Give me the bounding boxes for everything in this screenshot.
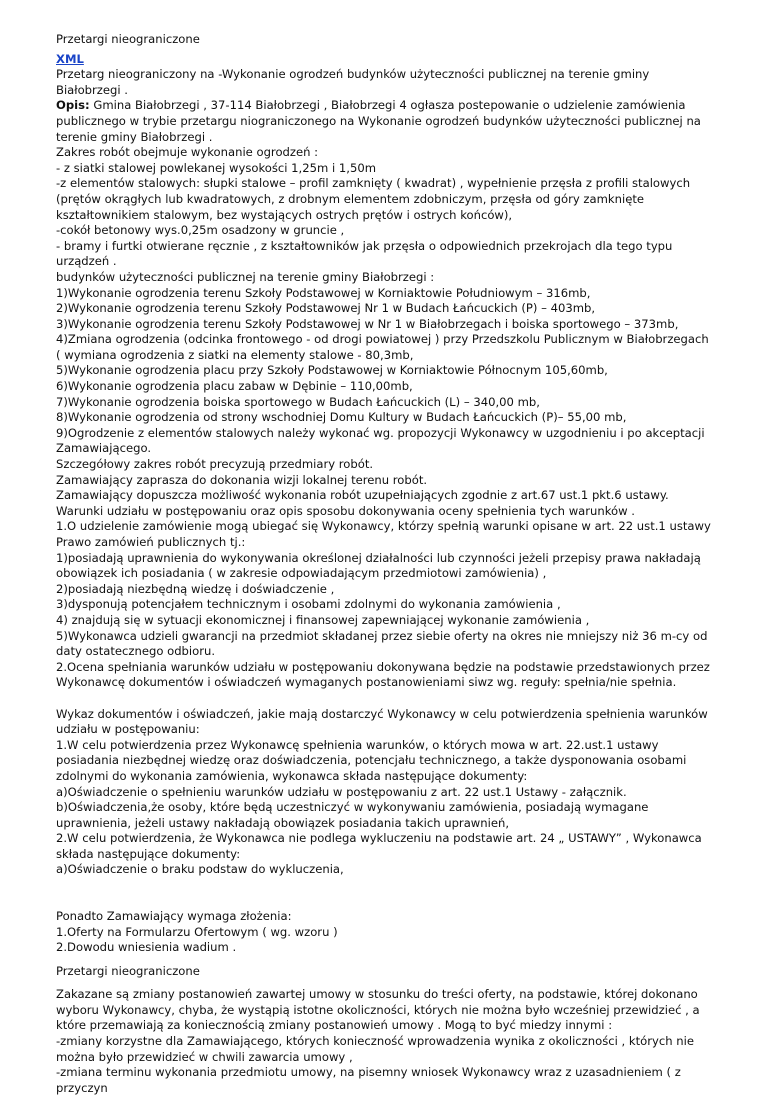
text-line: 2.W celu potwierdzenia, że Wykonawca nie podlega wykluczeniu na podstawie art. 24 „ USTAWY” , Wykonawca składa następujące dokumenty: xyxy=(56,831,702,861)
paragraph-gap xyxy=(56,691,716,707)
text-line: -z elementów stalowych: słupki stalowe – profil zamknięty ( kwadrat) , wypełnienie przęsła z profili stalowych (prętów okrągłych lub kwadratowych, z drobnym elementem zdobniczym, przęsła od góry zamknięte kształtownikiem stalowym, bez wystających ostrych prętów i ostrych końców), xyxy=(56,176,691,222)
text-line: budynków użyteczności publicznej na terenie gminy Białobrzegi : xyxy=(56,269,435,284)
text-line: 1.O udzielenie zamówienie mogą ubiegać się Wykonawcy, którzy spełnią warunki opisane w art. 22 ust.1 ustawy Prawo zamówień publicznych tj.: xyxy=(56,519,711,549)
text-line: 5)Wykonanie ogrodzenia placu przy Szkoły Podstawowej w Korniaktowie Północnym 105,60mb, xyxy=(56,363,608,378)
intro-line: Przetarg nieograniczony na -Wykonanie ogrodzeń budynków użyteczności publicznej na terenie gminy Białobrzegi . xyxy=(56,67,650,97)
text-line: Zamawiający zaprasza do dokonania wizji lokalnej terenu robót. xyxy=(56,472,428,487)
requirements-section xyxy=(56,909,716,956)
text-line: Szczegółowy zakres robót precyzują przedmiary robót. xyxy=(56,457,374,472)
text-line: 2.Dowodu wniesienia wadium . xyxy=(56,940,237,955)
text-line: 3)Wykonanie ogrodzenia terenu Szkoły Podstawowej w Nr 1 w Białobrzegach i boiska sportowego – 373mb, xyxy=(56,316,679,331)
text-line: 2)posiadają niezbędną wiedzę i doświadczenie , xyxy=(56,581,335,596)
text-line: -zmiana terminu wykonania przedmiotu umowy, na pisemny wniosek Wykonawcy wraz z uzasadnieniem ( z przyczyn xyxy=(56,1065,681,1095)
text-line: 5)Wykonawca udzieli gwarancji na przedmiot składanej przez siebie oferty na okres nie mniejszy niż 36 m-cy od daty ostatecznego odbioru. xyxy=(56,628,708,659)
text-line: 2.Ocena spełniania warunków udziału w postępowaniu dokonywana będzie na podstawie przedstawionych przez Wykonawcę dokumentów i oświadczeń wymaganych postanowieniami siwz wg. reguły: spełnia/nie spełnia. xyxy=(56,659,710,690)
text-line: Warunki udziału w postępowaniu oraz opis sposobu dokonywania oceny spełnienia tych warunków . xyxy=(56,503,635,518)
text-line: b)Oświadczenia,że osoby, które będą uczestniczyć w wykonywaniu zamówienia, posiadają wymagane uprawnienia, jeżeli ustawy nakładają obowiązek posiadania takich uprawnień, xyxy=(56,800,649,830)
text-line: 1)Wykonanie ogrodzenia terenu Szkoły Podstawowej w Korniaktowie Południowym – 316mb, xyxy=(56,285,591,300)
text-line: 9)Ogrodzenie z elementów stalowych należy wykonać wg. propozycji Wykonawcy w uzgodnieniu i po akceptacji Zamawiającego. xyxy=(56,425,705,456)
text-line: Ponadto Zamawiający wymaga złożenia: xyxy=(56,909,292,924)
text-line: - bramy i furtki otwierane ręcznie , z kształtowników jak przęsła o odpowiednich przekrojach dla tego typu urządzeń . xyxy=(56,238,673,269)
opis-label: Opis: xyxy=(56,98,90,113)
page-title: Przetargi nieograniczone xyxy=(56,32,200,46)
text-line: 1.Oferty na Formularzu Ofertowym ( wg. wzoru ) xyxy=(56,924,338,939)
text-line: Zakres robót obejmuje wykonanie ogrodzeń : xyxy=(56,145,319,160)
text-line: Wykaz dokumentów i oświadczeń, jakie mają dostarczyć Wykonawcy w celu potwierdzenia spełnienia warunków udziału w postępowaniu: xyxy=(56,706,708,737)
text-line: 4)Zmiana ogrodzenia (odcinka frontowego - od drogi powiatowej ) przy Przedszkolu Publicznym w Białobrzegach ( wymiana ogrodzenia z siatki na elementy stalowe - 80,3mb, xyxy=(56,332,709,362)
text-line: 8)Wykonanie ogrodzenia od strony wschodniej Domu Kultury w Budach Łańcuckich (P)– 55,00 mb, xyxy=(56,410,627,425)
text-line: -cokół betonowy wys.0,25m osadzony w gruncie , xyxy=(56,223,345,238)
text-line: a)Oświadczenie o braku podstaw do wykluczenia, xyxy=(56,862,344,877)
text-line: 4) znajdują się w sytuacji ekonomicznej i finansowej zapewniającej wykonanie zamówienia , xyxy=(56,612,590,627)
text-line: Zakazane są zmiany postanowień zawartej umowy w stosunku do treści oferty, na podstawie, której dokonano wyboru Wykonawcy, chyba, że wystąpią istotne okoliczności, których nie można było wcześniej przewidzieć , a które przemawiają za koniecznością zmiany postanowień umowy . Mogą to być miedzy innymi : xyxy=(56,987,700,1033)
text-line: Zamawiający dopuszcza możliwość wykonania robót uzupełniających zgodnie z art.67 ust.1 pkt.6 ustawy. xyxy=(56,488,669,503)
text-line: -zmiany korzystne dla Zamawiającego, których konieczność wprowadzenia wynika z okoliczności , których nie można było przewidzieć w chwili zawarcia umowy , xyxy=(56,1034,694,1064)
paragraph-gap xyxy=(56,878,716,909)
text-line: a)Oświadczenie o spełnieniu warunków udziału w postępowaniu z art. 22 ust.1 Ustawy - załącznik. xyxy=(56,784,627,799)
document-body xyxy=(56,32,716,1096)
contract-changes-section xyxy=(56,987,716,1096)
opis-text: Gmina Białobrzegi , 37-114 Białobrzegi , Białobrzegi 4 ogłasza postepowanie o udzielenie zamówienia publicznego w trybie przetargu niograniczonego na Wykonanie ogrodzeń budynków użyteczności publicznej na terenie gminy Białobrzegi . xyxy=(56,98,701,144)
text-line: 1)posiadają uprawnienia do wykonywania określonej działalności lub czynności jeżeli przepisy prawa nakładają obowiązek ich posiadania ( w zakresie odpowiadającym przedmiotowi zamówienia) , xyxy=(56,550,701,581)
text-line: - z siatki stalowej powlekanej wysokości 1,25m i 1,50m xyxy=(56,160,376,175)
text-line: 2)Wykonanie ogrodzenia terenu Szkoły Podstawowej Nr 1 w Budach Łańcuckich (P) – 403mb, xyxy=(56,301,596,316)
documents-section xyxy=(56,707,716,879)
text-line: 7)Wykonanie ogrodzenia boiska sportowego w Budach Łańcuckich (L) – 340,00 mb, xyxy=(56,394,540,409)
xml-link[interactable]: XML xyxy=(56,51,84,66)
text-line: 6)Wykonanie ogrodzenia placu zabaw w Dębinie – 110,00mb, xyxy=(56,379,413,394)
opis-paragraph xyxy=(56,98,716,145)
scope-section xyxy=(56,145,716,691)
text-line: 1.W celu potwierdzenia przez Wykonawcę spełnienia warunków, o których mowa w art. 22.ust.1 ustawy posiadania niezbędnej wiedzę oraz doświadczenia, potencjału technicznego, a także dysponowania osobami zdolnymi do wykonania zamówienia, wykonawca składa następujące dokumenty: xyxy=(56,737,687,783)
text-line: 3)dysponują potencjałem technicznym i osobami zdolnymi do wykonania zamówienia , xyxy=(56,597,561,612)
footer-title: Przetargi nieograniczone xyxy=(56,964,200,978)
